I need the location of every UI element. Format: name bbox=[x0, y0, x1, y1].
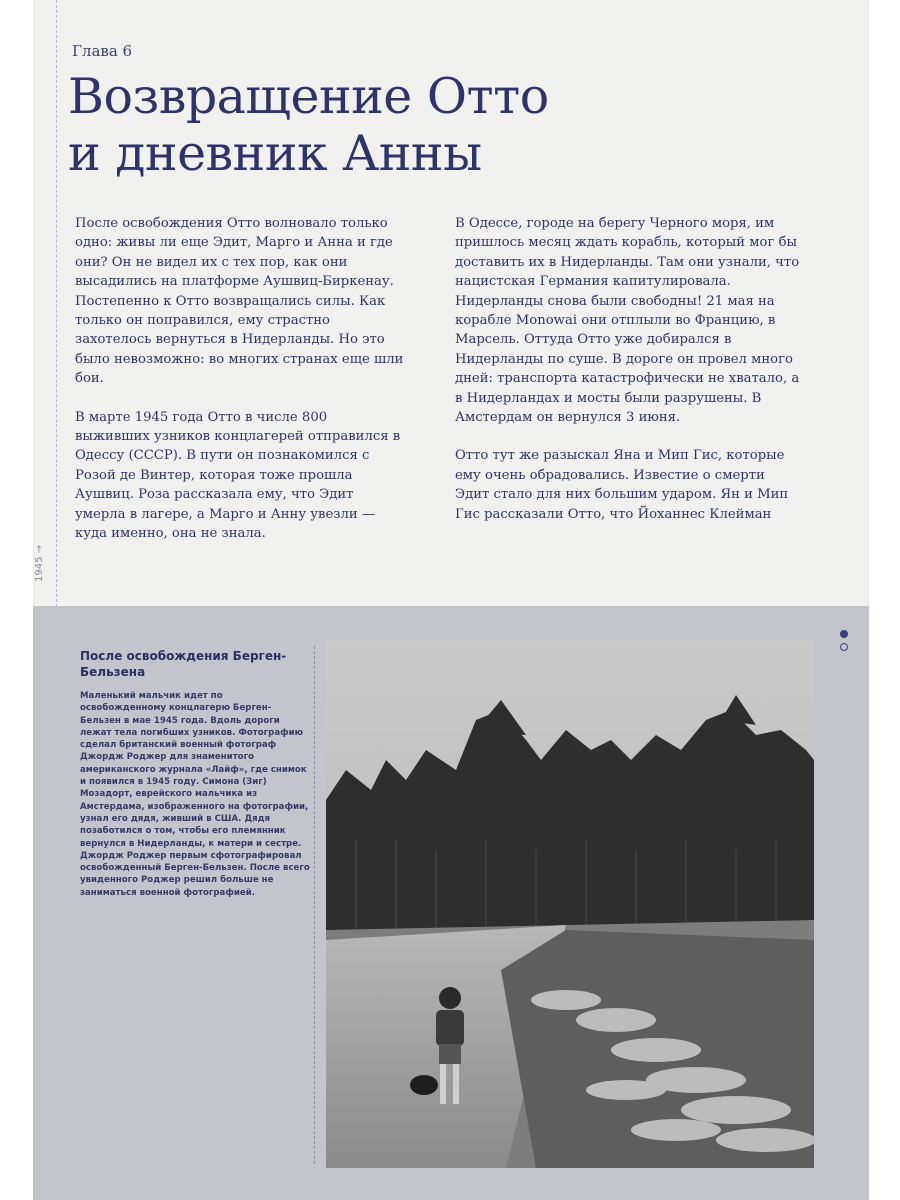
chapter-title bbox=[68, 68, 788, 182]
bergen-belsen-photo bbox=[326, 640, 814, 1168]
right-paragraph-1: В Одессе, городе на берегу Черного моря, им пришлось месяц ждать корабль, который мог бы доставить их в Нидерланды. Там они узнали, что нацистская Германия капитулировала. Нидерланды снова были свободны! 21 мая на корабле Monowai они отплыли во Францию, в Марсель. Оттуда Отто уже добирался в Нидерланды по суше. В дороге он провел много дней: транспорта катастрофически не хватало, а в Нидерландах и мосты были разрушены. В Амстердам он вернулся 3 июня. bbox=[455, 216, 800, 426]
left-text-column bbox=[75, 214, 405, 563]
photo-drawing bbox=[326, 640, 814, 1168]
chapter-label: Глава 6 bbox=[72, 42, 133, 60]
left-paragraph-2: В марте 1945 года Отто в числе 800 выживших узников концлагерей отправился в Одессу (СССР). В пути он познакомился с Розой де Винтер, которая тоже прошла Аушвиц. Роза рассказала ему, что Эдит умерла в лагере, а Марго и Анну увезли — куда именно, она не знала. bbox=[75, 409, 401, 542]
margin-dashed-line bbox=[56, 0, 57, 612]
right-text-column bbox=[455, 214, 803, 543]
photo-caption-title: После освобождения Берген-Бельзена bbox=[80, 649, 287, 679]
page-dot-active bbox=[840, 630, 848, 638]
left-paragraph-1: После освобождения Отто волновало только одно: живы ли еще Эдит, Марго и Анна и где они? Он не видел их с тех пор, как они высадились на платформе Аушвиц-Биркенау. Постепенно к Отто возвращались силы. Как только он поправился, ему страстно захотелось вернуться в Нидерланды. Но это было невозможно: во многих странах еще шли бои. bbox=[75, 216, 404, 387]
right-paragraph-2: Отто тут же разыскал Яна и Мип Гис, которые ему очень обрадовались. Известие о смерти Эдит стало для них большим ударом. Ян и Мип Гис рассказали Отто, что Йоханнес Клейман bbox=[455, 448, 789, 522]
year-side-label: 1945 → bbox=[34, 545, 45, 583]
caption-divider bbox=[314, 646, 315, 1164]
page-dot-inactive bbox=[840, 643, 848, 651]
page-indicator bbox=[840, 630, 852, 656]
title-line-2: и дневник Анны bbox=[68, 125, 482, 182]
title-line-1: Возвращение Отто bbox=[68, 68, 549, 125]
photo-caption-body: Маленький мальчик идет по освобожденному концлагерю Берген-Бельзен в мае 1945 года. Вдоль дороги лежат тела погибших узников. Фотографию сделал британский военный фотограф Джордж Роджер для знаменитого американского журнала «Лайф», где снимок и появился в 1945 году. Симона (Зиг) Мозадорт, еврейского мальчика из Амстердама, изображенного на фотографии, узнал его дядя, живший в США. Дядя позаботился о том, чтобы его племянник вернулся в Нидерланды, к матери и сестре. Джордж Роджер первым сфотографировал освобожденный Берген-Бельзен. После всего увиденного Роджер решил больше не заниматься военной фотографией. bbox=[80, 691, 310, 898]
